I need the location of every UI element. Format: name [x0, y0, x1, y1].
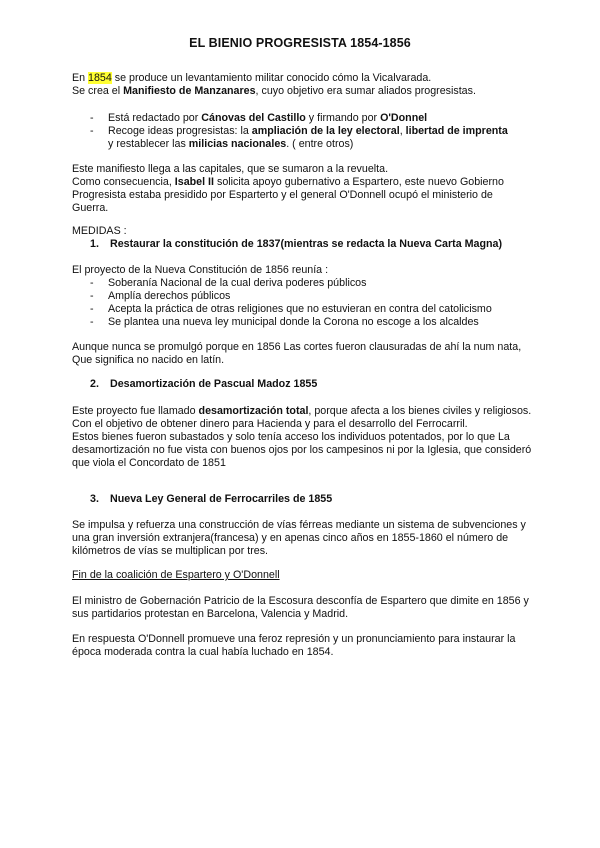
fin-coalicion-heading: Fin de la coalición de Espartero y O'Donnell — [72, 569, 280, 581]
constitucion-intro: El proyecto de la Nueva Constitución de 1856 reunía : — [72, 264, 329, 276]
item-bold: O'Donnel — [380, 112, 428, 124]
intro-line-2 — [72, 85, 532, 98]
list-item — [72, 112, 532, 125]
fin-para-1 — [72, 595, 532, 621]
medida-3-text: Nueva Ley General de Ferrocarriles de 1855 — [110, 493, 333, 505]
intro-line-2-c: , cuyo objetivo era sumar aliados progresistas. — [255, 85, 476, 97]
item-bold: Cánovas del Castillo — [201, 112, 306, 124]
item-bold: libertad de imprenta — [405, 125, 508, 137]
isabel-ii: Isabel II — [174, 176, 214, 188]
medidas-section — [72, 225, 532, 251]
fin-text-2: En respuesta O'Donnell promueve una feroz represión y un pronunciamiento para instaurar la época moderada contra la cual había luchado en 1854. — [72, 633, 516, 658]
para-2-c: solicita apoyo gubernativo a Espartero, este nuevo Gobierno Progresista estaba presidido por Esparterto y el general O'Donnell ocupó el ministerio de Guerra. — [72, 176, 504, 214]
item-text: y firmando por — [305, 112, 381, 124]
intro-line-1 — [72, 72, 532, 85]
desamortizacion-section — [72, 405, 532, 470]
para-2-a: Como consecuencia, — [72, 176, 175, 188]
list-item: - Soberanía Nacional de la cual deriva poderes públicos — [72, 277, 532, 290]
intro-line-1-pre: En — [72, 72, 89, 84]
medida-3-heading — [72, 493, 532, 506]
fin-text-1: El ministro de Gobernación Patricio de la Escosura desconfía de Espartero que dimite en 1856 y sus partidarios protestan en Barcelona, Valencia y Madrid. — [72, 595, 529, 620]
constitucion-section — [72, 264, 532, 329]
intro-line-2-a: Se crea el — [72, 85, 124, 97]
constitucion-note — [72, 341, 532, 367]
medida-2-text: Desamortización de Pascual Madoz 1855 — [110, 378, 318, 390]
desamort-a: Este proyecto fue llamado — [72, 405, 199, 417]
item-bold: ampliación de la ley electoral — [251, 125, 400, 137]
item-bold: milicias nacionales — [188, 138, 287, 150]
item-text: Está redactado por — [108, 112, 202, 124]
note-text: Aunque nunca se promulgó porque en 1856 Las cortes fueron clausuradas de ahí la num nata, Que significa no nacido en latín. — [72, 341, 522, 366]
desamort-c: , porque afecta a los bienes civiles y religiosos. — [308, 405, 532, 417]
fin-coalicion-heading-block — [72, 569, 532, 582]
medidas-label: MEDIDAS : — [72, 225, 127, 237]
fin-para-2 — [72, 633, 532, 659]
page-title: EL BIENIO PROGRESISTA 1854-1856 — [189, 36, 411, 50]
desamort-line-3: Estos bienes fueron subastados y solo tenía acceso los individuos potentados, por lo que La desamortización no fue vista con buenos ojos por los campesinos ni por la Iglesia, que consideró que viola el Concordato de 1851 — [72, 431, 532, 469]
item-text: . ( entre otros) — [286, 138, 354, 150]
medida-2-heading-block — [72, 378, 532, 391]
intro-line-1-rest: se produce un levantamiento militar conocido cómo la Vicalvarada. — [111, 72, 432, 84]
desamort-line-2: Con el objetivo de obtener dinero para Hacienda y para el desarrollo del Ferrocarril. — [72, 418, 468, 430]
para-2 — [72, 163, 532, 215]
ferrocarriles-section — [72, 519, 532, 558]
list-item: - Se plantea una nueva ley municipal donde la Corona no escoge a los alcaldes — [72, 316, 532, 329]
item-text: Recoge ideas progresistas: la — [108, 125, 252, 137]
highlighted-year: 1854 — [88, 72, 112, 84]
list-item: - Acepta la práctica de otras religiones que no estuvieran en contra del catolicismo — [72, 303, 532, 316]
medida-3-heading-block — [72, 493, 532, 506]
item-text: y restablecer las — [108, 138, 189, 150]
desamort-line-1 — [72, 405, 532, 418]
para-2-line-1: Este manifiesto llega a las capitales, que se sumaron a la revuelta. — [72, 163, 389, 175]
manifiesto-list — [72, 112, 532, 151]
ferro-text: Se impulsa y refuerza una construcción de vías férreas mediante un sistema de subvenciones y una gran inversión extranjera(francesa) y en apenas cinco años en 1855-1860 el número de kilómetros de vías se multiplican por tres. — [72, 519, 526, 557]
manifiesto-name: Manifiesto de Manzanares — [123, 85, 256, 97]
list-item: - Amplía derechos públicos — [72, 290, 532, 303]
medida-3-number: 3. — [90, 493, 99, 505]
intro-paragraph — [72, 72, 532, 98]
medida-1-text: Restaurar la constitución de 1837(mientras se redacta la Nueva Carta Magna) — [110, 238, 503, 250]
desamort-bold: desamortización total — [198, 405, 309, 417]
medida-2-number: 2. — [90, 378, 99, 390]
item-text: , — [399, 125, 406, 137]
medida-1-heading — [72, 238, 532, 251]
para-2-line-2 — [72, 176, 532, 215]
list-item — [72, 125, 532, 151]
medida-1-number: 1. — [90, 238, 99, 250]
medida-2-heading — [72, 378, 532, 391]
